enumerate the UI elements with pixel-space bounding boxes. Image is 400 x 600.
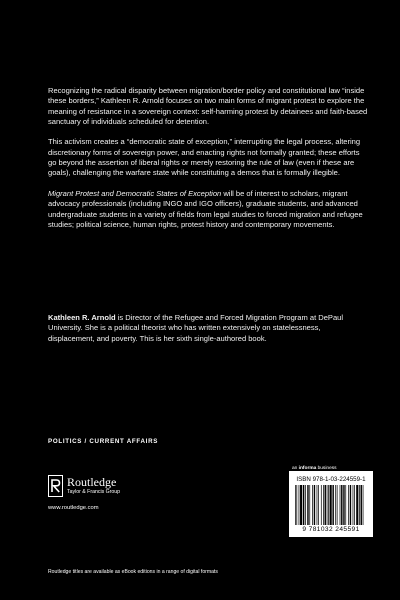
description-paragraph-3-text: will be of interest to scholars, migrant advocacy professionals (including INGO and IGO officers), graduate students, and advanced undergraduate students in a variety of fields from legal studies to forced migration and refugee studies; political science, human rights, protest history and contemporary movements. xyxy=(48,188,363,229)
informa-suffix: business xyxy=(316,466,337,471)
ebook-availability-note: Routledge titles are available as eBook editions in a range of digital formats xyxy=(48,569,218,575)
barcode-digits: 9 781032 245591 xyxy=(302,526,360,533)
isbn-label: ISBN 978-1-03-224559-1 xyxy=(296,476,366,483)
subject-category: POLITICS / CURRENT AFFAIRS xyxy=(48,438,159,445)
publisher-group: Taylor & Francis Group xyxy=(67,489,121,496)
barcode-icon xyxy=(295,485,367,525)
publisher-website: www.routledge.com xyxy=(48,505,99,511)
barcode-panel xyxy=(289,471,373,537)
informa-prefix: an xyxy=(292,466,299,471)
description-paragraph-1: Recognizing the radical disparity between migration/border policy and constitutional law “inside these borders,” Kathleen R. Arnold focuses on two main forms of migrant protest to explore the meaning of resistance in a sovereign context: self-harming protest by detainees and faith-based sanctuary of individuals scheduled for detention. xyxy=(48,86,368,126)
informa-brand: informa xyxy=(298,466,317,471)
author-name: Kathleen R. Arnold xyxy=(48,313,116,322)
author-bio xyxy=(48,313,368,344)
routledge-r-icon xyxy=(48,475,63,497)
publisher-name: Routledge xyxy=(67,475,117,490)
description-paragraph-3 xyxy=(48,189,368,230)
description-paragraph-2: This activism creates a “democratic state of exception,” interrupting the legal process, altering discretionary forms of sovereign power, and enacting rights not formally granted; these efforts go beyond the assertion of liberal rights or merely restoring the rule of law (even if these are goals), challenging the warfare state while constituting a demos that is formally illegible. xyxy=(48,137,361,178)
author-bio-text: is Director of the Refugee and Forced Migration Program at DePaul University. She is a political theorist who has written extensively on statelessness, displacement, and poverty. This is her sixth single-authored book. xyxy=(48,313,344,343)
book-title-italic: Migrant Protest and Democratic States of Exception xyxy=(48,188,222,198)
book-description xyxy=(48,86,368,240)
publisher-logo xyxy=(48,473,120,499)
